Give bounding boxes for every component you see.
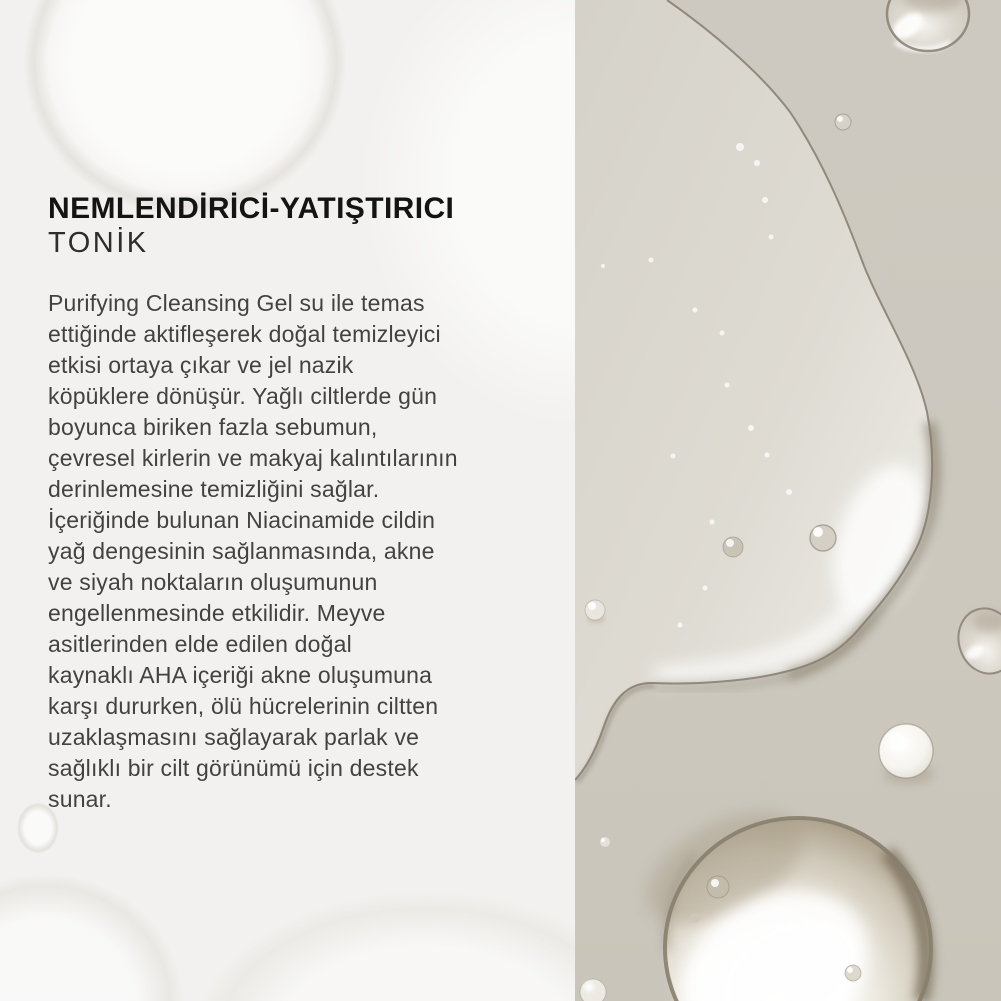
gel-droplet-bottom-corner [580,979,606,1001]
description-line: asitlerinden elde edilen doğal [48,631,352,657]
gel-photo-graphic [575,0,1001,1001]
description-line: yağ dengesinin sağlanmasında, akne [48,538,435,564]
description-line: köpüklere dönüşür. Yağlı ciltlerde gün [48,383,438,409]
description-line: etkisi ortaya çıkar ve jel nazik [48,352,354,378]
gel-droplet-small-left [585,600,605,623]
product-subtitle: TONİK [48,227,149,259]
description-line: derinlemesine temizliğini sağlar. [48,476,380,502]
description-line: ettiğinde aktifleşerek doğal temizleyici [48,321,441,347]
description-line: ve siyah noktaların oluşumunun [48,569,378,595]
description-line: engellenmesinde etkilidir. Meyve [48,600,386,626]
product-title: NEMLENDİRİCİ-YATIŞTIRICI [48,192,455,225]
description-line: uzaklaşmasını sağlayarak parlak ve [48,724,420,750]
description-paragraph [48,288,553,815]
description-line: kaynaklı AHA içeriği akne oluşumuna [48,662,433,688]
description-line: çevresel kirlerin ve makyaj kalıntılarının [48,445,458,471]
description-line: Purifying Cleansing Gel su ile temas [48,290,425,316]
description-line: sağlıklı bir cilt görünümü için destek [48,755,419,781]
gel-droplet-speck-bottom [845,965,861,981]
gel-droplet-white [879,724,934,784]
description-line: karşı dururken, ölü hücrelerinin ciltten [48,693,439,719]
description-line: boyunca biriken fazla sebumun, [48,414,378,440]
gel-texture-photo [575,0,1001,1001]
gel-droplet-tiny-upper [835,114,851,130]
description-line: sunar. [48,786,112,812]
gel-droplet-speck-left [600,837,610,847]
description-line: İçeriğinde bulunan Niacinamide cildin [48,507,436,533]
